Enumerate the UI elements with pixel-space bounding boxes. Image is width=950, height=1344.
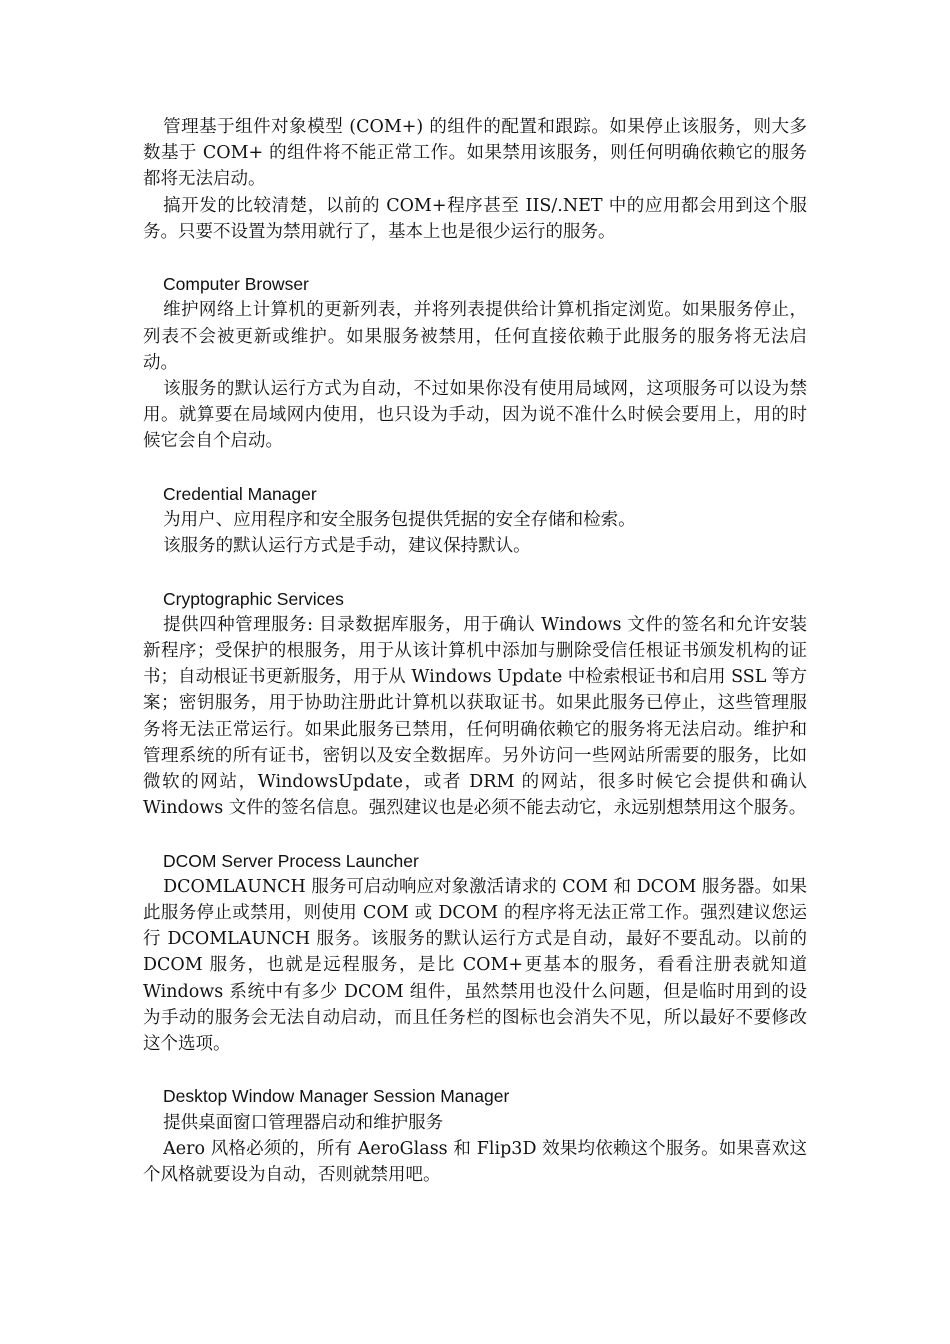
section-credential-manager [143, 481, 807, 560]
section-title: DCOM Server Process Launcher [163, 850, 419, 871]
section-paragraph: 提供桌面窗口管理器启动和维护服务 [163, 1112, 444, 1133]
section-dcom-server-process-launcher [143, 848, 807, 1058]
intro-paragraph: 管理基于组件对象模型 (COM+) 的组件的配置和跟踪。如果停止该服务，则大多数基于 COM+ 的组件将不能正常工作。如果禁用该服务，则任何明确依赖它的服务都将无法启动。 [143, 117, 807, 190]
section-paragraph: DCOMLAUNCH 服务可启动响应对象激活请求的 COM 和 DCOM 服务器。如果此服务停止或禁用，则使用 COM 或 DCOM 的程序将无法正常工作。强烈建议您运行 DCOMLAUNCH 服务。该服务的默认运行方式是自动，最好不要乱动。以前的 DCOM 服务，也就是远程服务，是比 COM+更基本的服务，看看注册表就知道 Windows 系统中有多少 DCOM 组件，虽然禁用也没什么问题，但是临时用到的设为手动的服务会无法自动启动，而且任务栏的图标也会消失不见，所以最好不要修改这个选项。 [143, 876, 807, 1055]
section-paragraph: 为用户、应用程序和安全服务包提供凭据的安全存储和检索。 [163, 510, 636, 531]
section-paragraph: 提供四种管理服务: 目录数据库服务，用于确认 Windows 文件的签名和允许安装新程序；受保护的根服务，用于从该计算机中添加与删除受信任根证书颁发机构的证书；自动根证书更新服务，用于从 Windows Update 中检索根证书和启用 SSL 等方案；密钥服务，用于协助注册此计算机以获取证书。如果此服务已停止，这些管理服务将无法正常运行。如果此服务已禁用，任何明确依赖它的服务将无法启动。维护和管理系统的所有证书，密钥以及安全数据库。另外访问一些网站所需要的服务，比如微软的网站，WindowsUpdate，或者 DRM 的网站，很多时候它会提供和确认 Windows 文件的签名信息。强烈建议也是必须不能去动它，永远别想禁用这个服务。 [143, 614, 807, 819]
section-desktop-window-manager [143, 1083, 807, 1188]
section-paragraph: Aero 风格必须的，所有 AeroGlass 和 Flip3D 效果均依赖这个服务。如果喜欢这个风格就要设为自动，否则就禁用吧。 [143, 1138, 807, 1186]
section-paragraph: 该服务的默认运行方式为自动，不过如果你没有使用局域网，这项服务可以设为禁用。就算要在局域网内使用，也只设为手动，因为说不准什么时候会要用上，用的时候它会自个启动。 [143, 379, 807, 452]
intro-paragraph: 搞开发的比较清楚，以前的 COM+程序甚至 IIS/.NET 中的应用都会用到这个服务。只要不设置为禁用就行了，基本上也是很少运行的服务。 [143, 195, 807, 242]
section-title: Cryptographic Services [163, 588, 344, 609]
section-title: Credential Manager [163, 483, 317, 504]
section-title: Computer Browser [163, 274, 309, 295]
section-paragraph: 该服务的默认运行方式是手动，建议保持默认。 [163, 536, 531, 557]
intro-block [143, 114, 807, 245]
section-paragraph: 维护网络上计算机的更新列表，并将列表提供给计算机指定浏览。如果服务停止，列表不会被更新或维护。如果服务被禁用，任何直接依赖于此服务的服务将无法启动。 [143, 300, 807, 373]
section-cryptographic-services [143, 586, 807, 822]
section-title: Desktop Window Manager Session Manager [163, 1086, 510, 1107]
section-computer-browser [143, 271, 807, 454]
document-body [143, 114, 807, 1188]
